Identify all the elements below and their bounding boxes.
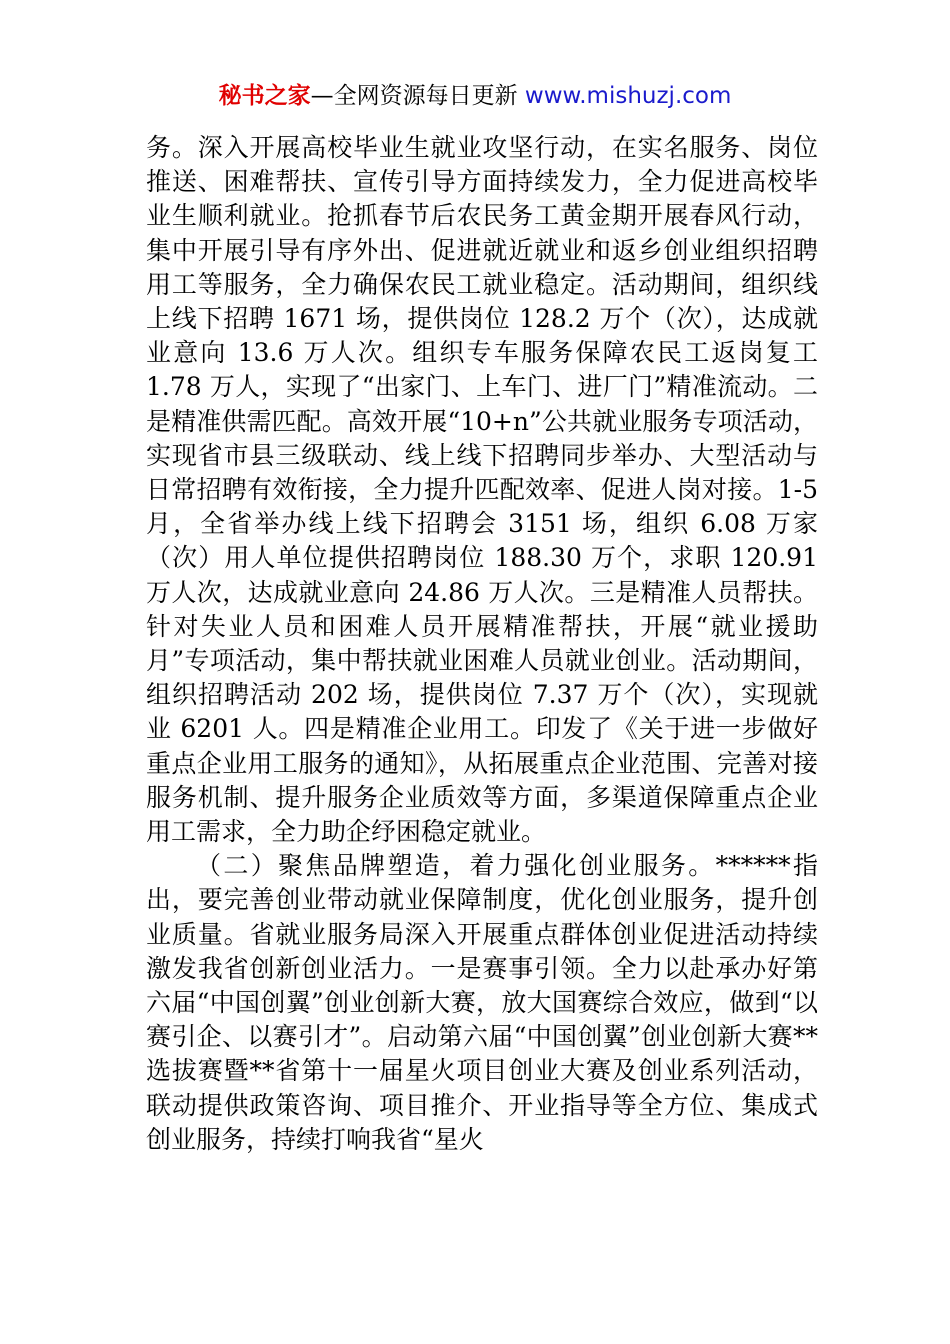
site-brand: 秘书之家 <box>218 83 311 109</box>
site-url-link[interactable]: www.mishuzj.com <box>524 83 732 109</box>
paragraph-continuation: 务。深入开展高校毕业生就业攻坚行动，在实名服务、岗位推送、困难帮扶、宣传引导方面持续发力，全力促进高校毕业生顺利就业。抢抓春节后农民务工黄金期开展春风行动，集中开展引导有序外出、促进就近就业和返乡创业组织招聘用工等服务，全力确保农民工就业稳定。活动期间，组织线上线下招聘 1671 场，提供岗位 128.2 万个（次），达成就业意向 13.6 万人次。组织专车服务保障农民工返岗复工 1.78 万人，实现了“出家门、上车门、进厂门”精准流动。二是精准供需匹配。高效开展“10+n”公共就业服务专项活动，实现省市县三级联动、线上线下招聘同步举办、大型活动与日常招聘有效衔接，全力提升匹配效率、促进人岗对接。1-5 月，全省举办线上线下招聘会 3151 场，组织 6.08 万家（次）用人单位提供招聘岗位 188.30 万个，求职 120.91 万人次，达成就业意向 24.86 万人次。三是精准人员帮扶。针对失业人员和困难人员开展精准帮扶，开展“就业援助月”专项活动，集中帮扶就业困难人员就业创业。活动期间，组织招聘活动 202 场，提供岗位 7.37 万个（次），实现就业 6201 人。四是精准企业用工。印发了《关于进一步做好重点企业用工服务的通知》，从拓展重点企业范围、完善对接服务机制、提升服务企业质效等方面，多渠道保障重点企业用工需求，全力助企纾困稳定就业。 <box>146 133 818 847</box>
site-tagline: —全网资源每日更新 <box>310 83 518 109</box>
page-header <box>0 80 950 112</box>
document-body <box>146 131 818 1157</box>
paragraph-section-two: （二）聚焦品牌塑造，着力强化创业服务。******指出，要完善创业带动就业保障制度，优化创业服务，提升创业质量。省就业服务局深入开展重点群体创业促进活动持续激发我省创新创业活力。一是赛事引领。全力以赴承办好第六届“中国创翼”创业创新大赛，放大国赛综合效应，做到“以赛引企、以赛引才”。启动第六届“中国创翼”创业创新大赛**选拔赛暨**省第十一届星火项目创业大赛及创业系列活动，联动提供政策咨询、项目推介、开业指导等全方位、集成式创业服务，持续打响我省“星火 <box>146 851 818 1154</box>
